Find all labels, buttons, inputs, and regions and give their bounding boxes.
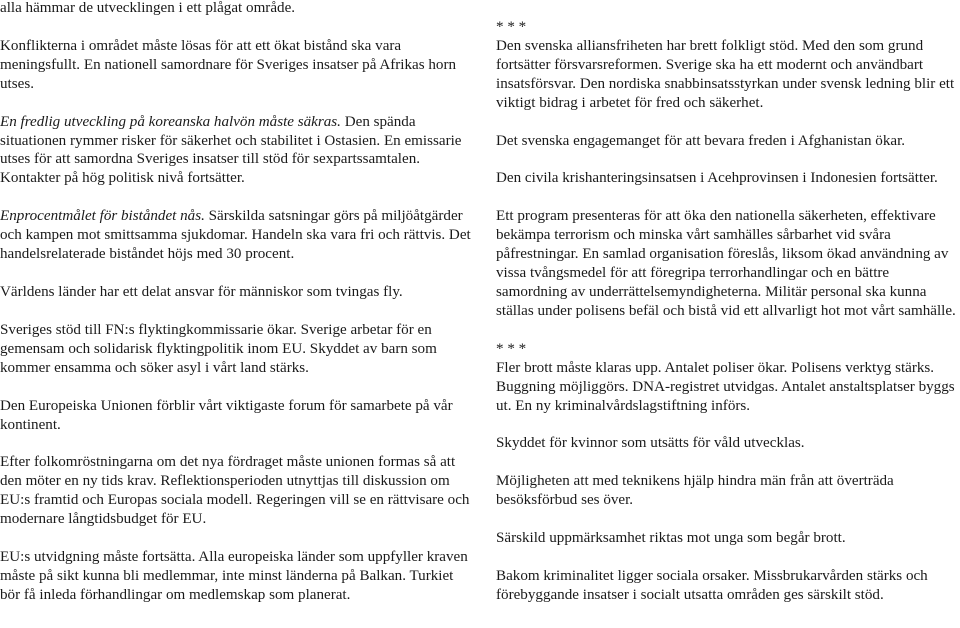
left-paragraph-7: Den Europeiska Unionen förblir vårt viktigaste forum för samarbete på vår kontinent.: [0, 397, 453, 433]
right-column: [496, 18, 956, 605]
left-paragraph-8: Efter folkomröstningarna om det nya fördraget måste unionen formas så att den möter en ny tids krav. Reflektionsperioden utnyttjas till diskussion om EU:s framtid och Europas sociala modell. Regeringen vill se en rättvisare och modernare långtidsbudget för EU.: [0, 454, 470, 528]
left-paragraph-4-lead: Enprocentmålet för biståndet nås.: [0, 208, 205, 225]
left-paragraph-2: Konflikterna i området måste lösas för att ett ökat bistånd ska vara meningsfullt. En nationell samordnare för Sveriges insatser på Afrikas horn utses.: [0, 37, 457, 92]
right-paragraph-7: Möjligheten att med teknikens hjälp hindra män från att överträda besöksförbud ses över.: [496, 473, 894, 509]
left-paragraph-4: [0, 207, 475, 264]
right-paragraph-4: Ett program presenteras för att öka den nationella säkerheten, effektivare bekämpa terrorism och minska vårt samhälles sårbarhet vid svåra påfrestningar. En samlad organisation föreslås, liksom ökad användning av vissa tvångsmedel för att föregripa terrorhandlingar och en bättre samordning av underrättelsemyndigheterna. Militär personal ska kunna ställas under polisens befäl och bistå vid ett allvarligt hot mot vårt samhälle.: [496, 208, 956, 319]
left-paragraph-9: EU:s utvidgning måste fortsätta. Alla europeiska länder som uppfyller kraven måste på sikt kunna bli medlemmar, inte minst länderna på Balkan. Turkiet bör få inleda förhandlingar om medlemskap som planerat.: [0, 549, 468, 603]
left-column: [0, 0, 475, 605]
right-paragraph-5: Fler brott måste klaras upp. Antalet poliser ökar. Polisens verktyg stärks. Buggning möjliggörs. DNA-registret utvidgas. Antalet anstaltsplatser byggs ut. En ny kriminalvårdslagstiftning införs.: [496, 359, 955, 414]
section-separator-2: * * *: [496, 340, 527, 357]
right-paragraph-3: Den civila krishanteringsinsatsen i Acehprovinsen i Indonesien fortsätter.: [496, 170, 938, 187]
left-paragraph-3-text: Den spända situationen rymmer risker för säkerhet och stabilitet i Ostasien. En emissarie utses för att samordna Sveriges insatser till stöd för sexpartssamtalen. Kontakter på hög politisk nivå fortsätter.: [0, 113, 462, 187]
left-paragraph-3-lead: En fredlig utveckling på koreanska halvön måste säkras.: [0, 113, 341, 130]
left-paragraph-1: alla hämmar de utvecklingen i ett plågat område.: [0, 0, 296, 16]
left-paragraph-4-text: Särskilda satsningar görs på miljöåtgärder och kampen mot smittsamma sjukdomar. Handeln ska vara fri och rättvis. Det handelsrelaterade biståndet höjs med 30 procent.: [0, 208, 471, 263]
right-paragraph-9: Bakom kriminalitet ligger sociala orsaker. Missbrukarvården stärks och förebyggande insatser i socialt utsatta områden ges särskilt stöd.: [496, 568, 928, 603]
left-paragraph-6: Sveriges stöd till FN:s flyktingkommissarie ökar. Sverige arbetar för en gemensam och solidarisk flyktingpolitik inom EU. Skyddet av barn som kommer ensamma och söker asyl i vårt land stärks.: [0, 321, 437, 376]
left-paragraph-3: [0, 113, 475, 189]
right-paragraph-6: Skyddet för kvinnor som utsätts för våld utvecklas.: [496, 435, 805, 452]
right-paragraph-1: Den svenska alliansfriheten har brett folkligt stöd. Med den som grund fortsätter försvarsreformen. Sverige ska ha ett modernt och användbart insatsförsvar. Den nordiska snabbinsatsstyrkan under svensk ledning blir ett viktigt bidrag i arbetet för fred och säkerhet.: [496, 37, 955, 111]
section-separator-1: * * *: [496, 19, 527, 35]
left-paragraph-5: Världens länder har ett delat ansvar för människor som tvingas fly.: [0, 283, 403, 300]
right-paragraph-2: Det svenska engagemanget för att bevara freden i Afghanistan ökar.: [496, 132, 906, 149]
right-paragraph-8: Särskild uppmärksamhet riktas mot unga som begår brott.: [496, 530, 846, 547]
